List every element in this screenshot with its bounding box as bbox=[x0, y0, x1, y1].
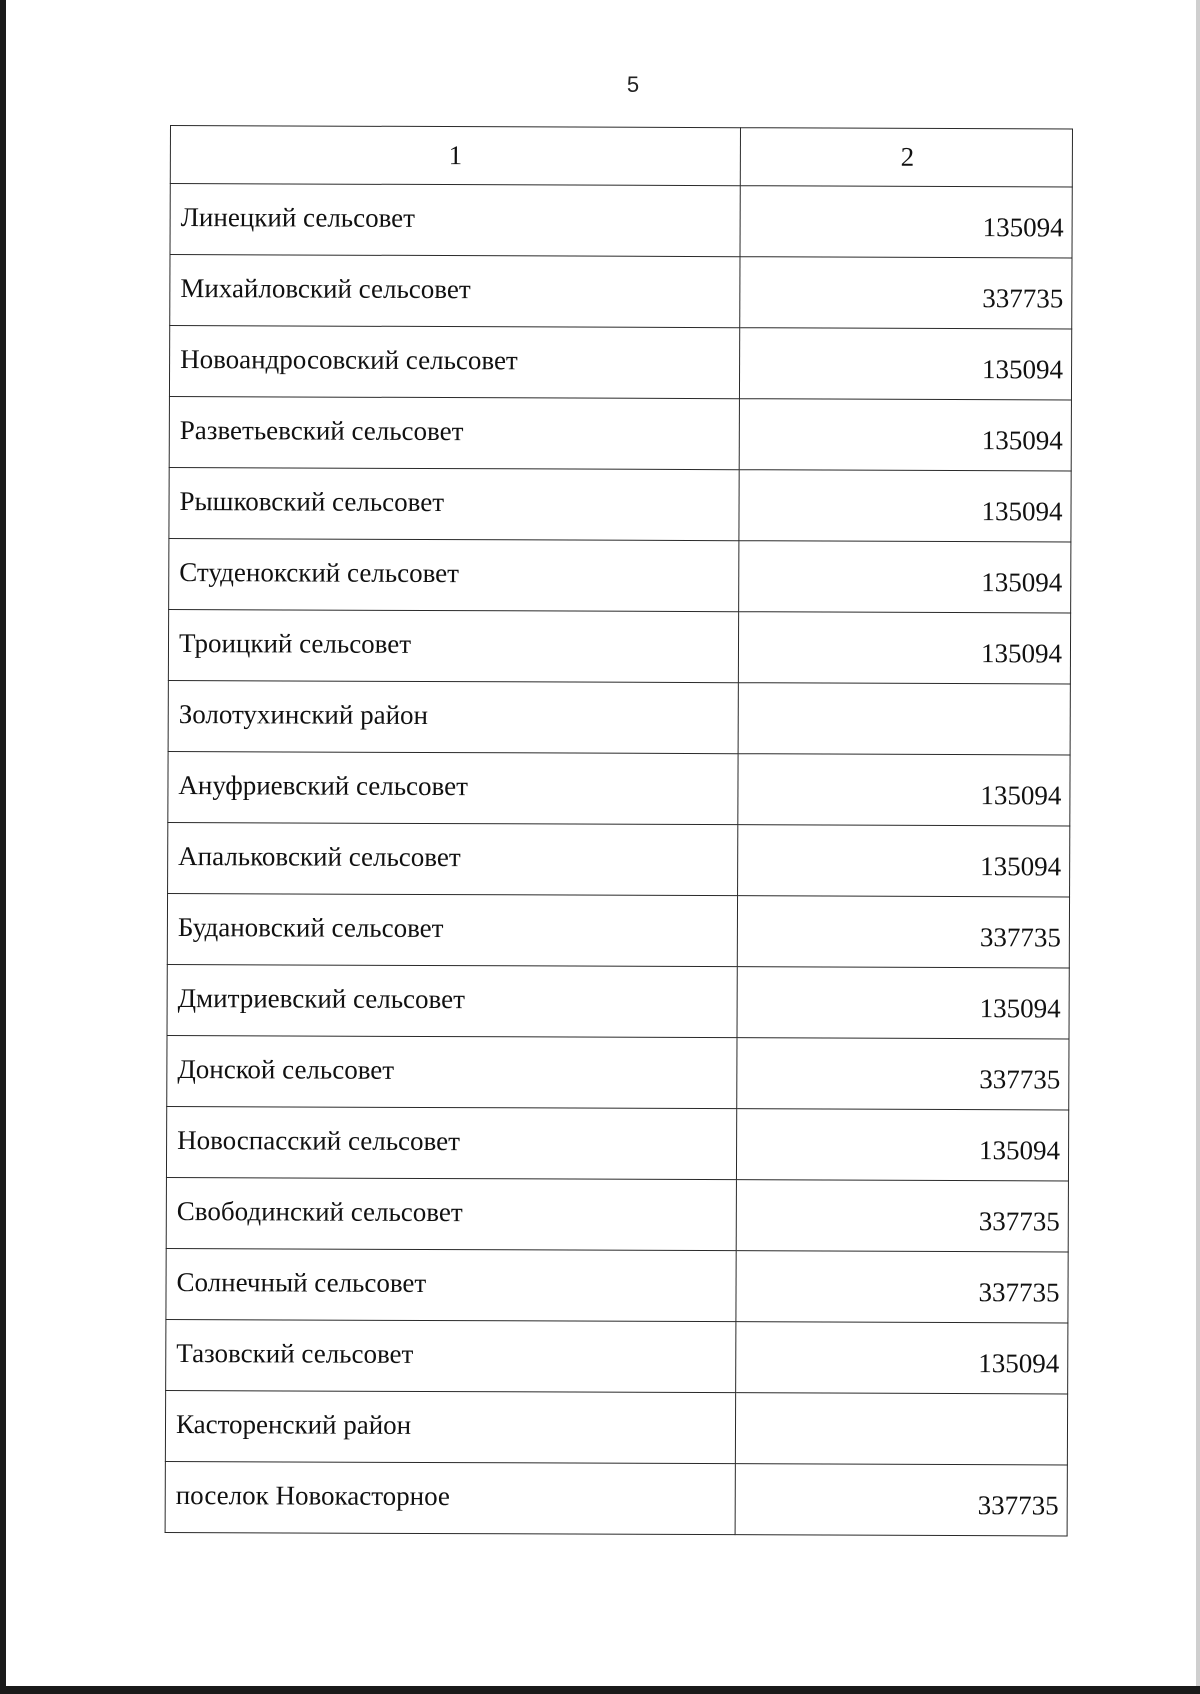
row-value-cell: 337735 bbox=[735, 1464, 1067, 1536]
row-value-cell bbox=[738, 683, 1070, 755]
section-name-cell: Золотухинский район bbox=[168, 680, 738, 753]
row-name-cell: Новоандросовский сельсовет bbox=[169, 326, 739, 399]
row-value-cell: 337735 bbox=[737, 896, 1069, 968]
row-name-cell: Рышковский сельсовет bbox=[169, 467, 739, 540]
table-row bbox=[169, 538, 1071, 612]
row-name-cell: поселок Новокасторное bbox=[165, 1461, 735, 1534]
row-name-cell: Троицкий сельсовет bbox=[168, 609, 738, 682]
table-row bbox=[169, 467, 1071, 541]
row-value-cell: 135094 bbox=[739, 541, 1071, 613]
table-row bbox=[168, 822, 1070, 896]
row-name-cell: Михайловский сельсовет bbox=[170, 255, 740, 328]
table-row bbox=[170, 255, 1072, 329]
section-name-cell: Касторенский район bbox=[165, 1390, 735, 1463]
row-value-cell: 135094 bbox=[737, 967, 1069, 1039]
header-cell-2: 2 bbox=[740, 128, 1072, 187]
table-section-row bbox=[168, 680, 1070, 754]
row-name-cell: Солнечный сельсовет bbox=[166, 1248, 736, 1321]
table-row bbox=[166, 1248, 1068, 1322]
table-header-row bbox=[170, 126, 1072, 187]
table-row bbox=[165, 1461, 1067, 1535]
row-value-cell: 337735 bbox=[736, 1251, 1068, 1323]
header-cell-1: 1 bbox=[170, 126, 740, 186]
table-row bbox=[168, 751, 1070, 825]
row-value-cell: 337735 bbox=[737, 1038, 1069, 1110]
row-value-cell: 135094 bbox=[740, 186, 1072, 258]
row-value-cell: 135094 bbox=[739, 328, 1071, 400]
row-name-cell: Дмитриевский сельсовет bbox=[167, 964, 737, 1037]
row-value-cell: 337735 bbox=[740, 257, 1072, 329]
row-name-cell: Ануфриевский сельсовет bbox=[168, 751, 738, 824]
row-name-cell: Будановский сельсовет bbox=[167, 893, 737, 966]
row-name-cell: Новоспасский сельсовет bbox=[166, 1106, 736, 1179]
table-row bbox=[166, 1177, 1068, 1251]
table-section-row bbox=[165, 1390, 1067, 1464]
row-value-cell: 135094 bbox=[736, 1322, 1068, 1394]
table-row bbox=[166, 1319, 1068, 1393]
table-row bbox=[167, 893, 1069, 967]
table-row bbox=[168, 609, 1070, 683]
row-name-cell: Тазовский сельсовет bbox=[166, 1319, 736, 1392]
data-table bbox=[165, 125, 1073, 1536]
table-row bbox=[167, 964, 1069, 1038]
row-value-cell: 135094 bbox=[738, 825, 1070, 897]
row-name-cell: Донской сельсовет bbox=[167, 1035, 737, 1108]
row-name-cell: Линецкий сельсовет bbox=[170, 184, 740, 257]
table-row bbox=[169, 326, 1071, 400]
row-value-cell: 135094 bbox=[739, 399, 1071, 471]
table-row bbox=[170, 184, 1072, 258]
row-value-cell: 337735 bbox=[736, 1180, 1068, 1252]
table-row bbox=[167, 1035, 1069, 1109]
row-value-cell: 135094 bbox=[736, 1109, 1068, 1181]
row-value-cell: 135094 bbox=[738, 612, 1070, 684]
row-name-cell: Свободинский сельсовет bbox=[166, 1177, 736, 1250]
row-name-cell: Разветьевский сельсовет bbox=[169, 396, 739, 469]
page-number: 5 bbox=[626, 72, 640, 97]
scan-edge-bottom bbox=[0, 1686, 1200, 1694]
row-name-cell: Студенокский сельсовет bbox=[169, 538, 739, 611]
scan-edge-left bbox=[0, 0, 6, 1694]
row-name-cell: Апальковский сельсовет bbox=[168, 822, 738, 895]
table-row bbox=[166, 1106, 1068, 1180]
scan-edge-right bbox=[1196, 0, 1200, 1694]
row-value-cell: 135094 bbox=[739, 470, 1071, 542]
row-value-cell: 135094 bbox=[738, 754, 1070, 826]
table-row bbox=[169, 396, 1071, 470]
row-value-cell bbox=[735, 1393, 1067, 1465]
